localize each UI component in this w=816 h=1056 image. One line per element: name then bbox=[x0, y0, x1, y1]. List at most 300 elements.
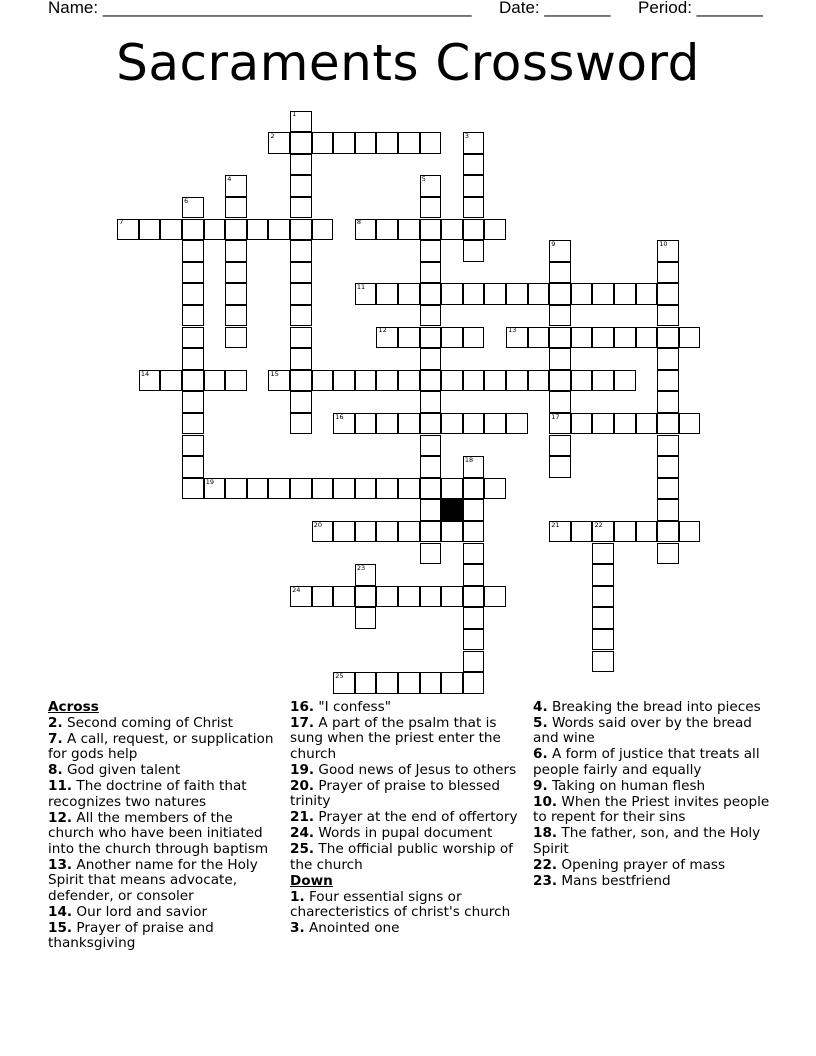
grid-cell[interactable] bbox=[398, 132, 420, 154]
grid-cell[interactable] bbox=[420, 197, 442, 219]
grid-cell[interactable] bbox=[398, 413, 420, 435]
clue-number: 11. bbox=[48, 778, 73, 795]
clue-number: 7. bbox=[48, 730, 63, 747]
grid-cell[interactable] bbox=[376, 413, 398, 435]
clue-item bbox=[290, 779, 526, 810]
clue-item bbox=[533, 716, 773, 747]
cell-number: 6 bbox=[184, 196, 189, 205]
grid-cell[interactable] bbox=[420, 456, 442, 478]
grid-cell[interactable] bbox=[420, 262, 442, 284]
grid-cell[interactable] bbox=[420, 586, 442, 608]
cell-number: 14 bbox=[140, 369, 150, 378]
cell-number: 17 bbox=[551, 412, 560, 421]
grid-cell[interactable] bbox=[182, 283, 204, 305]
grid-cell[interactable] bbox=[571, 413, 593, 435]
clue-item bbox=[533, 747, 773, 778]
grid-cell[interactable] bbox=[420, 240, 442, 262]
grid-cell[interactable] bbox=[160, 219, 182, 241]
grid-cell[interactable] bbox=[549, 348, 571, 370]
grid-cell[interactable] bbox=[679, 327, 701, 349]
grid-cell[interactable] bbox=[312, 219, 334, 241]
grid-cell[interactable] bbox=[398, 478, 420, 500]
grid-cell[interactable] bbox=[592, 413, 614, 435]
clue-item bbox=[533, 858, 773, 874]
clue-number: 1. bbox=[290, 888, 305, 905]
across-clue-list bbox=[48, 716, 278, 952]
grid-cell[interactable] bbox=[398, 370, 420, 392]
grid-cell[interactable] bbox=[441, 219, 463, 241]
grid-cell[interactable] bbox=[657, 305, 679, 327]
grid-cell[interactable] bbox=[657, 327, 679, 349]
grid-cell[interactable] bbox=[225, 305, 247, 327]
grid-cell[interactable] bbox=[290, 175, 312, 197]
clue-number: 22. bbox=[533, 856, 558, 873]
grid-cell[interactable] bbox=[614, 283, 636, 305]
cell-number: 7 bbox=[119, 218, 124, 227]
grid-cell[interactable] bbox=[355, 370, 377, 392]
grid-cell[interactable] bbox=[355, 413, 377, 435]
grid-cell[interactable] bbox=[420, 672, 442, 694]
grid-cell[interactable] bbox=[290, 305, 312, 327]
grid-cell[interactable] bbox=[441, 586, 463, 608]
grid-cell[interactable] bbox=[441, 370, 463, 392]
clue-number: 2. bbox=[48, 714, 63, 731]
grid-cell[interactable] bbox=[571, 370, 593, 392]
grid-cell[interactable] bbox=[420, 348, 442, 370]
grid-cell[interactable] bbox=[204, 219, 226, 241]
grid-cell[interactable] bbox=[549, 370, 571, 392]
clue-text: A form of justice that treats all people fairly and equally bbox=[533, 746, 760, 778]
clue-number: 5. bbox=[533, 714, 548, 731]
clue-text: When the Priest invites people to repent for their sins bbox=[533, 793, 770, 826]
grid-cell[interactable] bbox=[463, 175, 485, 197]
grid-cell[interactable] bbox=[463, 240, 485, 262]
cell-number: 4 bbox=[227, 175, 232, 184]
grid-cell[interactable] bbox=[463, 327, 485, 349]
cell-number: 21 bbox=[551, 520, 560, 529]
down-heading: Down bbox=[290, 872, 333, 889]
grid-cell[interactable] bbox=[592, 327, 614, 349]
grid-cell[interactable] bbox=[355, 521, 377, 543]
clue-item bbox=[48, 905, 278, 921]
grid-cell[interactable] bbox=[355, 478, 377, 500]
grid-cell[interactable] bbox=[549, 435, 571, 457]
grid-cell[interactable] bbox=[592, 283, 614, 305]
clue-text: Mans bestfriend bbox=[557, 872, 671, 889]
clue-item bbox=[533, 874, 773, 890]
clue-text: Words in pupal document bbox=[314, 825, 493, 842]
grid-cell[interactable] bbox=[463, 607, 485, 629]
clue-number: 4. bbox=[533, 699, 548, 715]
grid-cell[interactable] bbox=[636, 283, 658, 305]
clue-text: "I confess" bbox=[314, 699, 391, 715]
grid-cell[interactable] bbox=[355, 607, 377, 629]
clue-number: 18. bbox=[533, 825, 558, 842]
grid-cell[interactable] bbox=[225, 219, 247, 241]
clue-item bbox=[48, 763, 278, 779]
grid-cell[interactable] bbox=[506, 283, 528, 305]
clue-item bbox=[290, 890, 526, 921]
grid-cell[interactable] bbox=[225, 197, 247, 219]
cell-number: 13 bbox=[508, 326, 517, 335]
grid-cell[interactable] bbox=[376, 283, 398, 305]
grid-cell[interactable] bbox=[657, 499, 679, 521]
clues-column-1 bbox=[48, 700, 278, 952]
grid-cell[interactable] bbox=[376, 132, 398, 154]
grid-cell[interactable] bbox=[441, 327, 463, 349]
cell-number: 1 bbox=[292, 110, 297, 119]
grid-cell[interactable] bbox=[290, 240, 312, 262]
clue-number: 21. bbox=[290, 809, 315, 826]
grid-cell[interactable] bbox=[290, 348, 312, 370]
grid-cell[interactable] bbox=[225, 478, 247, 500]
grid-cell[interactable] bbox=[549, 391, 571, 413]
grid-cell[interactable] bbox=[657, 262, 679, 284]
grid-cell[interactable] bbox=[657, 348, 679, 370]
grid-cell[interactable] bbox=[247, 478, 269, 500]
grid-cell[interactable] bbox=[463, 543, 485, 565]
cell-number: 19 bbox=[205, 477, 214, 486]
grid-cell[interactable] bbox=[376, 521, 398, 543]
cell-number: 10 bbox=[659, 239, 668, 248]
clue-number: 23. bbox=[533, 872, 558, 889]
grid-cell[interactable] bbox=[247, 219, 269, 241]
grid-cell[interactable] bbox=[333, 132, 355, 154]
grid-cell[interactable] bbox=[484, 219, 506, 241]
clue-text: The official public worship of the church bbox=[290, 841, 513, 873]
grid-cell[interactable] bbox=[376, 478, 398, 500]
clue-item bbox=[48, 858, 278, 905]
grid-cell[interactable] bbox=[592, 586, 614, 608]
grid-cell[interactable] bbox=[614, 413, 636, 435]
down-clue-list bbox=[290, 890, 526, 937]
grid-cell[interactable] bbox=[268, 478, 290, 500]
grid-cell[interactable] bbox=[182, 262, 204, 284]
grid-cell[interactable] bbox=[484, 413, 506, 435]
grid-cell[interactable] bbox=[463, 629, 485, 651]
grid-cell[interactable] bbox=[355, 586, 377, 608]
grid-cell[interactable] bbox=[333, 478, 355, 500]
grid-cell[interactable] bbox=[549, 456, 571, 478]
grid-cell[interactable] bbox=[571, 283, 593, 305]
grid-cell[interactable] bbox=[441, 521, 463, 543]
grid-cell[interactable] bbox=[182, 370, 204, 392]
clue-number: 9. bbox=[533, 777, 548, 794]
grid-cell[interactable] bbox=[657, 370, 679, 392]
grid-cell[interactable] bbox=[290, 370, 312, 392]
clue-text: God given talent bbox=[62, 762, 181, 779]
cell-number: 24 bbox=[292, 585, 301, 594]
grid-cell[interactable] bbox=[312, 132, 334, 154]
grid-cell[interactable] bbox=[420, 391, 442, 413]
grid-cell[interactable] bbox=[225, 283, 247, 305]
clue-text: Taking on human flesh bbox=[547, 777, 706, 794]
grid-cell[interactable] bbox=[420, 219, 442, 241]
grid-cell[interactable] bbox=[463, 651, 485, 673]
grid-cell[interactable] bbox=[204, 370, 226, 392]
grid-cell[interactable] bbox=[290, 283, 312, 305]
grid-cell[interactable] bbox=[312, 478, 334, 500]
grid-cell[interactable] bbox=[636, 327, 658, 349]
grid-cell[interactable] bbox=[420, 413, 442, 435]
clue-text: Good news of Jesus to others bbox=[314, 761, 517, 778]
grid-cell[interactable] bbox=[225, 262, 247, 284]
grid-cell[interactable] bbox=[376, 586, 398, 608]
grid-cell[interactable] bbox=[398, 283, 420, 305]
grid-cell[interactable] bbox=[420, 521, 442, 543]
grid-cell[interactable] bbox=[333, 586, 355, 608]
grid-cell[interactable] bbox=[463, 478, 485, 500]
grid-cell[interactable] bbox=[290, 219, 312, 241]
grid-cell[interactable] bbox=[463, 219, 485, 241]
grid-cell[interactable] bbox=[636, 521, 658, 543]
grid-cell[interactable] bbox=[657, 543, 679, 565]
page-title: Sacraments Crossword bbox=[116, 34, 700, 92]
grid-cell[interactable] bbox=[592, 607, 614, 629]
across-heading: Across bbox=[48, 699, 99, 715]
date-blank[interactable]: _______ bbox=[544, 0, 611, 17]
clue-text: Prayer at the end of offertory bbox=[314, 809, 518, 826]
grid-cell[interactable] bbox=[182, 240, 204, 262]
grid-cell[interactable] bbox=[398, 586, 420, 608]
grid-cell[interactable] bbox=[182, 435, 204, 457]
grid-cell[interactable] bbox=[182, 327, 204, 349]
grid-cell[interactable] bbox=[420, 435, 442, 457]
grid-cell[interactable] bbox=[506, 370, 528, 392]
clue-item bbox=[48, 811, 278, 858]
clue-text: The doctrine of faith that recognizes two natures bbox=[48, 778, 247, 810]
grid-cell[interactable] bbox=[312, 586, 334, 608]
clue-text: Four essential signs or charecteristics of christ's church bbox=[290, 888, 511, 921]
clue-number: 14. bbox=[48, 903, 73, 920]
grid-cell[interactable] bbox=[182, 391, 204, 413]
grid-cell[interactable] bbox=[463, 499, 485, 521]
grid-cell[interactable] bbox=[484, 478, 506, 500]
grid-cell[interactable] bbox=[420, 499, 442, 521]
grid-cell[interactable] bbox=[160, 370, 182, 392]
clue-item bbox=[533, 826, 773, 857]
clue-number: 15. bbox=[48, 919, 73, 936]
cell-number: 23 bbox=[356, 563, 366, 572]
grid-cell[interactable] bbox=[463, 521, 485, 543]
cell-number: 15 bbox=[270, 369, 279, 378]
grid-cell[interactable] bbox=[355, 132, 377, 154]
grid-cell[interactable] bbox=[420, 132, 442, 154]
cell-number: 5 bbox=[421, 175, 426, 184]
cell-number: 2 bbox=[270, 131, 275, 140]
grid-cell[interactable] bbox=[592, 651, 614, 673]
clue-number: 20. bbox=[290, 777, 315, 794]
cell-number: 25 bbox=[335, 671, 344, 680]
grid-cell[interactable] bbox=[290, 154, 312, 176]
grid-cell[interactable] bbox=[463, 370, 485, 392]
grid-cell[interactable] bbox=[528, 370, 550, 392]
grid-cell[interactable] bbox=[549, 283, 571, 305]
grid-cell[interactable] bbox=[398, 521, 420, 543]
grid-cell[interactable] bbox=[182, 348, 204, 370]
grid-cell[interactable] bbox=[571, 521, 593, 543]
clue-text: A call, request, or supplication for gods help bbox=[48, 730, 274, 763]
grid-cell[interactable] bbox=[506, 413, 528, 435]
grid-cell[interactable] bbox=[290, 132, 312, 154]
grid-cell[interactable] bbox=[463, 564, 485, 586]
grid-cell[interactable] bbox=[398, 327, 420, 349]
grid-cell[interactable] bbox=[571, 327, 593, 349]
grid-cell[interactable] bbox=[376, 219, 398, 241]
clues-column-3 bbox=[533, 700, 773, 890]
clue-text: All the members of the church who have been initiated into the church through baptism bbox=[48, 809, 269, 857]
grid-cell[interactable] bbox=[657, 413, 679, 435]
cell-number: 3 bbox=[464, 131, 470, 140]
clue-text: Breaking the bread into pieces bbox=[547, 699, 761, 715]
grid-cell[interactable] bbox=[420, 283, 442, 305]
clue-number: 8. bbox=[48, 762, 63, 779]
grid-cell[interactable] bbox=[592, 370, 614, 392]
cell-number: 22 bbox=[594, 520, 603, 529]
grid-cell[interactable] bbox=[679, 521, 701, 543]
grid-cell[interactable] bbox=[463, 154, 485, 176]
grid-cell[interactable] bbox=[657, 283, 679, 305]
grid-cell[interactable] bbox=[225, 240, 247, 262]
grid-cell[interactable] bbox=[549, 305, 571, 327]
grid-cell[interactable] bbox=[333, 521, 355, 543]
clue-item bbox=[290, 716, 526, 763]
cell-number: 20 bbox=[313, 520, 322, 529]
clue-text: Words said over by the bread and wine bbox=[533, 714, 752, 747]
grid-cell[interactable] bbox=[420, 370, 442, 392]
grid-cell[interactable] bbox=[592, 629, 614, 651]
grid-cell[interactable] bbox=[182, 305, 204, 327]
cell-number: 16 bbox=[335, 412, 344, 421]
name-blank[interactable]: _______________________________________ bbox=[102, 0, 472, 17]
grid-cell[interactable] bbox=[592, 543, 614, 565]
grid-cell[interactable] bbox=[463, 672, 485, 694]
across-clue-list-continued bbox=[290, 700, 526, 873]
grid-cell[interactable] bbox=[528, 283, 550, 305]
grid-cell[interactable] bbox=[312, 370, 334, 392]
clue-text: The father, son, and the Holy Spirit bbox=[533, 825, 761, 857]
grid-cell[interactable] bbox=[290, 262, 312, 284]
grid-cell[interactable] bbox=[420, 327, 442, 349]
grid-cell[interactable] bbox=[592, 564, 614, 586]
grid-cell[interactable] bbox=[636, 413, 658, 435]
grid-cell[interactable] bbox=[420, 305, 442, 327]
grid-cell[interactable] bbox=[333, 370, 355, 392]
grid-cell[interactable] bbox=[657, 521, 679, 543]
grid-cell[interactable] bbox=[182, 219, 204, 241]
grid-cell[interactable] bbox=[139, 219, 161, 241]
grid-cell[interactable] bbox=[225, 327, 247, 349]
clue-text: Prayer of praise and thanksgiving bbox=[48, 919, 214, 952]
clue-item bbox=[48, 732, 278, 763]
cell-number: 18 bbox=[464, 455, 474, 464]
clue-number: 10. bbox=[533, 793, 558, 810]
period-label: Period: bbox=[638, 0, 692, 17]
clue-item bbox=[48, 779, 278, 810]
clue-item bbox=[48, 716, 278, 732]
clue-text: Anointed one bbox=[304, 919, 400, 936]
grid-cell[interactable] bbox=[420, 543, 442, 565]
grid-cell[interactable] bbox=[463, 283, 485, 305]
clue-text: A part of the psalm that is sung when the priest enter the church bbox=[290, 714, 501, 763]
grid-cell[interactable] bbox=[528, 327, 550, 349]
grid-cell[interactable] bbox=[484, 586, 506, 608]
grid-cell[interactable] bbox=[441, 283, 463, 305]
clues-column-2 bbox=[290, 700, 526, 937]
period-blank[interactable]: _______ bbox=[696, 0, 763, 17]
grid-cell[interactable] bbox=[290, 391, 312, 413]
grid-cell[interactable] bbox=[484, 283, 506, 305]
grid-cell[interactable] bbox=[290, 327, 312, 349]
grid-cell[interactable] bbox=[290, 478, 312, 500]
grid-cell[interactable] bbox=[463, 586, 485, 608]
grid-cell[interactable] bbox=[614, 327, 636, 349]
grid-cell[interactable] bbox=[290, 197, 312, 219]
grid-cell[interactable] bbox=[182, 413, 204, 435]
grid-cell[interactable] bbox=[420, 478, 442, 500]
grid-cell[interactable] bbox=[549, 327, 571, 349]
clue-number: 16. bbox=[290, 699, 315, 715]
grid-cell[interactable] bbox=[441, 478, 463, 500]
grid-cell[interactable] bbox=[225, 370, 247, 392]
cell-number: 9 bbox=[551, 239, 556, 248]
grid-cell[interactable] bbox=[463, 413, 485, 435]
grid-cell[interactable] bbox=[376, 672, 398, 694]
clue-number: 24. bbox=[290, 825, 315, 842]
clue-item bbox=[48, 921, 278, 952]
grid-cell[interactable] bbox=[484, 370, 506, 392]
clue-item bbox=[290, 842, 526, 873]
grid-cell[interactable] bbox=[355, 672, 377, 694]
clue-number: 6. bbox=[533, 746, 548, 763]
grid-cell[interactable] bbox=[657, 435, 679, 457]
grid-cell[interactable] bbox=[549, 262, 571, 284]
clue-number: 19. bbox=[290, 761, 315, 778]
clue-text: Prayer of praise to blessed trinity bbox=[290, 777, 501, 810]
clue-item bbox=[290, 810, 526, 826]
grid-cell[interactable] bbox=[463, 197, 485, 219]
cell-number: 11 bbox=[356, 283, 366, 292]
grid-cell[interactable] bbox=[657, 456, 679, 478]
clue-item bbox=[290, 921, 526, 937]
grid-cell[interactable] bbox=[182, 456, 204, 478]
grid-cell[interactable] bbox=[441, 672, 463, 694]
clue-number: 25. bbox=[290, 841, 315, 858]
grid-cell[interactable] bbox=[268, 219, 290, 241]
grid-cell[interactable] bbox=[614, 521, 636, 543]
clue-text: Our lord and savior bbox=[72, 903, 208, 920]
clue-number: 3. bbox=[290, 919, 305, 936]
grid-cell[interactable] bbox=[679, 413, 701, 435]
black-cell bbox=[441, 499, 463, 521]
grid-cell[interactable] bbox=[182, 478, 204, 500]
grid-cell[interactable] bbox=[290, 413, 312, 435]
grid-cell[interactable] bbox=[657, 478, 679, 500]
grid-cell[interactable] bbox=[441, 413, 463, 435]
cell-number: 8 bbox=[356, 218, 362, 227]
grid-cell[interactable] bbox=[398, 219, 420, 241]
grid-cell[interactable] bbox=[657, 391, 679, 413]
clue-text: Another name for the Holy Spirit that means advocate, defender, or consoler bbox=[48, 856, 258, 904]
grid-cell[interactable] bbox=[376, 370, 398, 392]
grid-cell[interactable] bbox=[398, 672, 420, 694]
grid-cell[interactable] bbox=[614, 370, 636, 392]
name-label: Name: bbox=[48, 0, 99, 17]
clue-item bbox=[290, 700, 526, 716]
clue-item bbox=[290, 826, 526, 842]
clue-item bbox=[533, 700, 773, 716]
clue-number: 12. bbox=[48, 809, 73, 826]
